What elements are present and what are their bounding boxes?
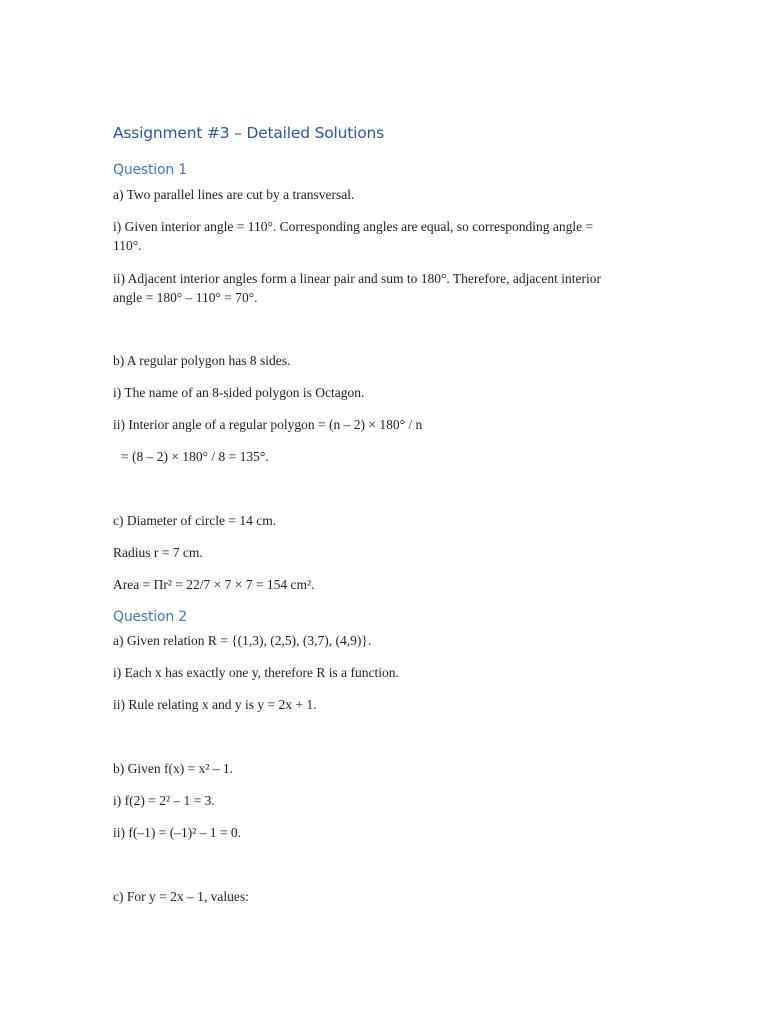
question-2-heading: Question 2: [113, 609, 187, 625]
q2-part-a-intro: a) Given relation R = {(1,3), (2,5), (3,7), (4,9)}.: [113, 633, 372, 648]
q1-part-b-intro: b) A regular polygon has 8 sides.: [113, 353, 291, 368]
q2-part-a-ii: ii) Rule relating x and y is y = 2x + 1.: [113, 697, 317, 712]
q1-part-c-radius: Radius r = 7 cm.: [113, 545, 203, 560]
q1-part-b-i: i) The name of an 8-sided polygon is Octagon.: [113, 385, 365, 400]
q2-part-b-intro: b) Given f(x) = x² – 1.: [113, 761, 234, 776]
q1-part-a-i-line2: 110°.: [113, 238, 142, 253]
q2-part-b-ii: ii) f(–1) = (–1)² – 1 = 0.: [113, 825, 241, 840]
document-title: Assignment #3 – Detailed Solutions: [113, 124, 385, 142]
q1-part-a-ii-line1: ii) Adjacent interior angles form a linear pair and sum to 180°. Therefore, adjacent interior: [113, 271, 601, 286]
q1-part-b-ii: ii) Interior angle of a regular polygon = (n – 2) × 180° / n: [113, 417, 423, 432]
q2-part-b-i: i) f(2) = 2² – 1 = 3.: [113, 793, 215, 808]
q1-part-b-ii-calculation: = (8 – 2) × 180° / 8 = 135°.: [121, 449, 269, 464]
q1-part-a-intro: a) Two parallel lines are cut by a transversal.: [113, 187, 355, 202]
q1-part-c-intro: c) Diameter of circle = 14 cm.: [113, 513, 277, 528]
q2-part-a-i: i) Each x has exactly one y, therefore R is a function.: [113, 665, 399, 680]
question-1-heading: Question 1: [113, 162, 187, 178]
q1-part-a-ii-line2: angle = 180° – 110° = 70°.: [113, 290, 258, 305]
q1-part-a-i-line1: i) Given interior angle = 110°. Corresponding angles are equal, so corresponding angle =: [113, 219, 594, 234]
q2-part-c-intro: c) For y = 2x – 1, values:: [113, 889, 249, 904]
q1-part-c-area: Area = Πr² = 22/7 × 7 × 7 = 154 cm².: [113, 577, 315, 592]
